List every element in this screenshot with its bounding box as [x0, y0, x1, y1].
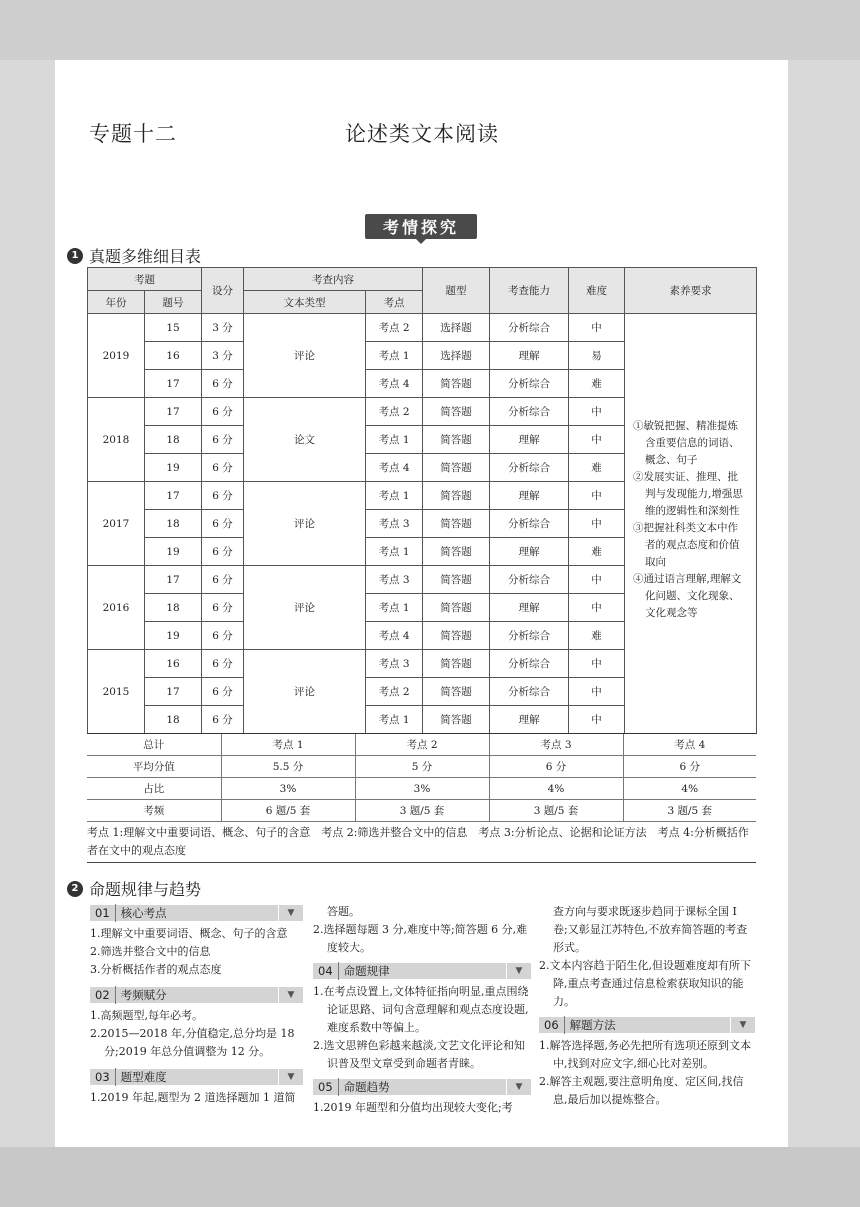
score-cell: 6 分 — [202, 622, 244, 650]
score-cell: 6 分 — [202, 678, 244, 706]
score-cell: 6 分 — [202, 594, 244, 622]
score-cell: 6 分 — [202, 370, 244, 398]
summary-table — [87, 733, 756, 822]
question-number-cell: 16 — [145, 650, 202, 678]
difficulty-cell: 难 — [569, 370, 625, 398]
list-item: 2.解答主观题,要注意明角度、定区间,找信息,最后加以提炼整合。 — [539, 1075, 744, 1106]
list-item-continued: 答题。 — [327, 905, 360, 918]
difficulty-cell: 中 — [569, 398, 625, 426]
ability-cell: 分析综合 — [490, 566, 569, 594]
list-item: 1.解答选择题,务必先把所有选项还原到文本中,找到对应文字,细心比对差别。 — [539, 1039, 751, 1070]
list-item: 2.2015—2018 年,分值稳定,总分均是 18 分;2019 年总分值调整为 12 分。 — [90, 1027, 295, 1058]
score-cell: 6 分 — [202, 398, 244, 426]
type-cell: 简答题 — [423, 482, 490, 510]
header-score: 设分 — [202, 268, 244, 314]
points-note: 考点 1:理解文中重要词语、概念、句子的含意 考点 2:筛选并整合文中的信息 考点 3:分析论点、论据和论证方法 考点 4:分析概括作者在文中的观点态度 — [87, 824, 756, 863]
point-cell: 考点 2 — [366, 314, 423, 342]
type-cell: 选择题 — [423, 314, 490, 342]
header-year: 年份 — [88, 291, 145, 314]
year-cell: 2018 — [88, 398, 145, 482]
list-item: 2.文本内容趋于陌生化,但设题难度却有所下降,重点考查通过信息检索获取知识的能力。 — [539, 959, 751, 1008]
summary-cell: 3 题/5 套 — [623, 800, 756, 822]
box-number: 05 — [313, 1078, 339, 1096]
type-cell: 简答题 — [423, 370, 490, 398]
header-ability: 考查能力 — [490, 268, 569, 314]
score-cell: 3 分 — [202, 342, 244, 370]
summary-row — [87, 756, 756, 778]
header-content: 考查内容 — [244, 268, 423, 291]
summary-row — [87, 800, 756, 822]
point-cell: 考点 3 — [366, 566, 423, 594]
summary-cell: 3 题/5 套 — [355, 800, 489, 822]
summary-cell: 平均分值 — [87, 756, 221, 778]
box-header-02 — [90, 987, 303, 1003]
header-type: 题型 — [423, 268, 490, 314]
header-exam: 考题 — [88, 268, 202, 291]
literacy-item: ④通过语言理解,理解文化问题、文化现象、文化观念等 — [633, 573, 742, 619]
column-3 — [539, 903, 755, 1109]
ability-cell: 分析综合 — [490, 454, 569, 482]
ability-cell: 分析综合 — [490, 678, 569, 706]
question-number-cell: 17 — [145, 566, 202, 594]
ability-cell: 分析综合 — [490, 510, 569, 538]
question-number-cell: 18 — [145, 510, 202, 538]
point-cell: 考点 1 — [366, 426, 423, 454]
question-number-cell: 19 — [145, 538, 202, 566]
year-cell: 2019 — [88, 314, 145, 398]
ability-cell: 分析综合 — [490, 398, 569, 426]
difficulty-cell: 中 — [569, 314, 625, 342]
point-cell: 考点 1 — [366, 538, 423, 566]
ability-cell: 分析综合 — [490, 622, 569, 650]
point-cell: 考点 3 — [366, 510, 423, 538]
box-title: 核心考点 — [120, 906, 167, 920]
text-type-cell: 评论 — [244, 650, 366, 734]
list-item: 2.选择题每题 3 分,难度中等;简答题 6 分,难度较大。 — [313, 923, 528, 954]
type-cell: 简答题 — [423, 706, 490, 734]
literacy-cell — [625, 314, 757, 734]
difficulty-cell: 难 — [569, 454, 625, 482]
section-banner: 考情探究 — [365, 214, 477, 239]
text-type-cell: 评论 — [244, 314, 366, 398]
summary-header-cell: 考点 2 — [355, 734, 489, 756]
chevron-down-icon: ▼ — [278, 987, 303, 1003]
question-number-cell: 15 — [145, 314, 202, 342]
section-title: 命题规律与趋势 — [89, 880, 202, 899]
ability-cell: 分析综合 — [490, 314, 569, 342]
background-shape — [0, 1147, 860, 1207]
chevron-down-icon: ▼ — [278, 905, 303, 921]
difficulty-cell: 中 — [569, 510, 625, 538]
question-number-cell: 17 — [145, 482, 202, 510]
difficulty-cell: 中 — [569, 594, 625, 622]
literacy-item: ③把握社科类文本中作者的观点态度和价值取向 — [633, 522, 740, 568]
question-number-cell: 18 — [145, 426, 202, 454]
text-type-cell: 评论 — [244, 482, 366, 566]
difficulty-cell: 中 — [569, 566, 625, 594]
type-cell: 简答题 — [423, 538, 490, 566]
type-cell: 简答题 — [423, 566, 490, 594]
box-number: 04 — [313, 962, 339, 980]
header-difficulty: 难度 — [569, 268, 625, 314]
box-number: 02 — [90, 986, 116, 1004]
box-header-03 — [90, 1069, 303, 1085]
question-number-cell: 18 — [145, 594, 202, 622]
question-number-cell: 17 — [145, 678, 202, 706]
type-cell: 简答题 — [423, 594, 490, 622]
list-item: 1.2019 年起,题型为 2 道选择题加 1 道简 — [90, 1091, 296, 1104]
list-item-continued: 查方向与要求既逐步趋同于课标全国 I 卷;又彰显江苏特色,不放弃简答题的考查形式。 — [553, 905, 748, 954]
header-text-type: 文本类型 — [244, 291, 366, 314]
point-cell: 考点 4 — [366, 370, 423, 398]
summary-cell: 6 分 — [489, 756, 623, 778]
summary-header-cell: 考点 4 — [623, 734, 756, 756]
column-2 — [313, 903, 531, 1117]
score-cell: 3 分 — [202, 314, 244, 342]
ability-cell: 分析综合 — [490, 650, 569, 678]
summary-cell: 4% — [489, 778, 623, 800]
box-title: 命题趋势 — [343, 1080, 390, 1094]
point-cell: 考点 1 — [366, 706, 423, 734]
list-item: 1.高频题型,每年必考。 — [90, 1009, 203, 1022]
question-number-cell: 17 — [145, 370, 202, 398]
difficulty-cell: 难 — [569, 622, 625, 650]
point-cell: 考点 1 — [366, 482, 423, 510]
chevron-down-icon: ▼ — [730, 1017, 755, 1033]
text-type-cell: 评论 — [244, 566, 366, 650]
point-cell: 考点 4 — [366, 622, 423, 650]
box-header-05 — [313, 1079, 531, 1095]
score-cell: 6 分 — [202, 650, 244, 678]
difficulty-cell: 中 — [569, 650, 625, 678]
box-number: 06 — [539, 1016, 565, 1034]
score-cell: 6 分 — [202, 566, 244, 594]
summary-header-cell: 考点 3 — [489, 734, 623, 756]
difficulty-cell: 中 — [569, 426, 625, 454]
literacy-item: ②发展实证、推理、批判与发现能力,增强思维的逻辑性和深刻性 — [633, 471, 743, 517]
summary-cell: 3 题/5 套 — [489, 800, 623, 822]
header-literacy: 素养要求 — [625, 268, 757, 314]
ability-cell: 理解 — [490, 594, 569, 622]
summary-cell: 3% — [355, 778, 489, 800]
ability-cell: 理解 — [490, 706, 569, 734]
topic-label: 专题十二 — [89, 122, 177, 146]
table-row — [88, 314, 757, 342]
score-cell: 6 分 — [202, 454, 244, 482]
difficulty-cell: 难 — [569, 538, 625, 566]
section-1-heading — [67, 244, 201, 267]
year-cell: 2015 — [88, 650, 145, 734]
difficulty-cell: 易 — [569, 342, 625, 370]
box-header-01 — [90, 905, 303, 921]
list-item: 1.在考点设置上,文体特征指向明显,重点围绕论证思路、词句含意理解和观点态度设题,难度系数中等偏上。 — [313, 985, 529, 1034]
box-title: 考频赋分 — [120, 988, 167, 1002]
point-cell: 考点 1 — [366, 594, 423, 622]
ability-cell: 理解 — [490, 426, 569, 454]
point-cell: 考点 4 — [366, 454, 423, 482]
exam-detail-table — [87, 267, 757, 734]
summary-cell: 5.5 分 — [221, 756, 355, 778]
header-point: 考点 — [366, 291, 423, 314]
summary-cell: 6 题/5 套 — [221, 800, 355, 822]
question-number-cell: 17 — [145, 398, 202, 426]
point-cell: 考点 2 — [366, 678, 423, 706]
question-number-cell: 19 — [145, 622, 202, 650]
summary-row — [87, 778, 756, 800]
box-title: 解题方法 — [569, 1018, 616, 1032]
year-cell: 2017 — [88, 482, 145, 566]
summary-header-cell: 总计 — [87, 734, 221, 756]
banner-pointer — [416, 239, 426, 244]
question-number-cell: 16 — [145, 342, 202, 370]
section-2-heading — [67, 877, 201, 900]
list-item: 2.筛选并整合文中的信息 — [90, 945, 211, 958]
section-title: 真题多维细目表 — [89, 247, 202, 266]
score-cell: 6 分 — [202, 706, 244, 734]
box-number: 03 — [90, 1068, 116, 1086]
type-cell: 简答题 — [423, 622, 490, 650]
type-cell: 简答题 — [423, 678, 490, 706]
score-cell: 6 分 — [202, 538, 244, 566]
literacy-item: ①敏锐把握、精准提炼含重要信息的词语、概念、句子 — [633, 420, 740, 466]
list-item: 1.2019 年题型和分值均出现较大变化;考 — [313, 1101, 513, 1114]
score-cell: 6 分 — [202, 482, 244, 510]
score-cell: 6 分 — [202, 426, 244, 454]
summary-cell: 3% — [221, 778, 355, 800]
type-cell: 简答题 — [423, 510, 490, 538]
point-cell: 考点 1 — [366, 342, 423, 370]
box-header-06 — [539, 1017, 755, 1033]
page-title: 论述类文本阅读 — [345, 122, 499, 146]
list-item: 2.选文思辨色彩越来越淡,文艺文化评论和知识普及型文章受到命题者青睐。 — [313, 1039, 525, 1070]
difficulty-cell: 中 — [569, 678, 625, 706]
summary-cell: 4% — [623, 778, 756, 800]
ability-cell: 理解 — [490, 482, 569, 510]
ability-cell: 分析综合 — [490, 370, 569, 398]
type-cell: 简答题 — [423, 398, 490, 426]
list-item: 1.理解文中重要词语、概念、句子的含意 — [90, 927, 288, 940]
summary-cell: 5 分 — [355, 756, 489, 778]
summary-cell: 占比 — [87, 778, 221, 800]
type-cell: 简答题 — [423, 650, 490, 678]
text-type-cell: 论文 — [244, 398, 366, 482]
summary-header-cell: 考点 1 — [221, 734, 355, 756]
section-number-badge: 1 — [67, 248, 83, 264]
question-number-cell: 19 — [145, 454, 202, 482]
chevron-down-icon: ▼ — [506, 963, 531, 979]
section-number-badge: 2 — [67, 881, 83, 897]
score-cell: 6 分 — [202, 510, 244, 538]
chevron-down-icon: ▼ — [278, 1069, 303, 1085]
chevron-down-icon: ▼ — [506, 1079, 531, 1095]
box-title: 题型难度 — [120, 1070, 167, 1084]
point-cell: 考点 3 — [366, 650, 423, 678]
box-title: 命题规律 — [343, 964, 390, 978]
type-cell: 简答题 — [423, 454, 490, 482]
document-page — [55, 60, 788, 1147]
difficulty-cell: 中 — [569, 706, 625, 734]
background-shape — [0, 0, 860, 60]
box-number: 01 — [90, 904, 116, 922]
list-item: 3.分析概括作者的观点态度 — [90, 963, 222, 976]
difficulty-cell: 中 — [569, 482, 625, 510]
header-qnum: 题号 — [145, 291, 202, 314]
column-1 — [90, 901, 303, 1107]
summary-cell: 考频 — [87, 800, 221, 822]
ability-cell: 理解 — [490, 538, 569, 566]
ability-cell: 理解 — [490, 342, 569, 370]
year-cell: 2016 — [88, 566, 145, 650]
type-cell: 简答题 — [423, 426, 490, 454]
point-cell: 考点 2 — [366, 398, 423, 426]
question-number-cell: 18 — [145, 706, 202, 734]
type-cell: 选择题 — [423, 342, 490, 370]
box-header-04 — [313, 963, 531, 979]
summary-cell: 6 分 — [623, 756, 756, 778]
summary-header-row — [87, 734, 756, 756]
